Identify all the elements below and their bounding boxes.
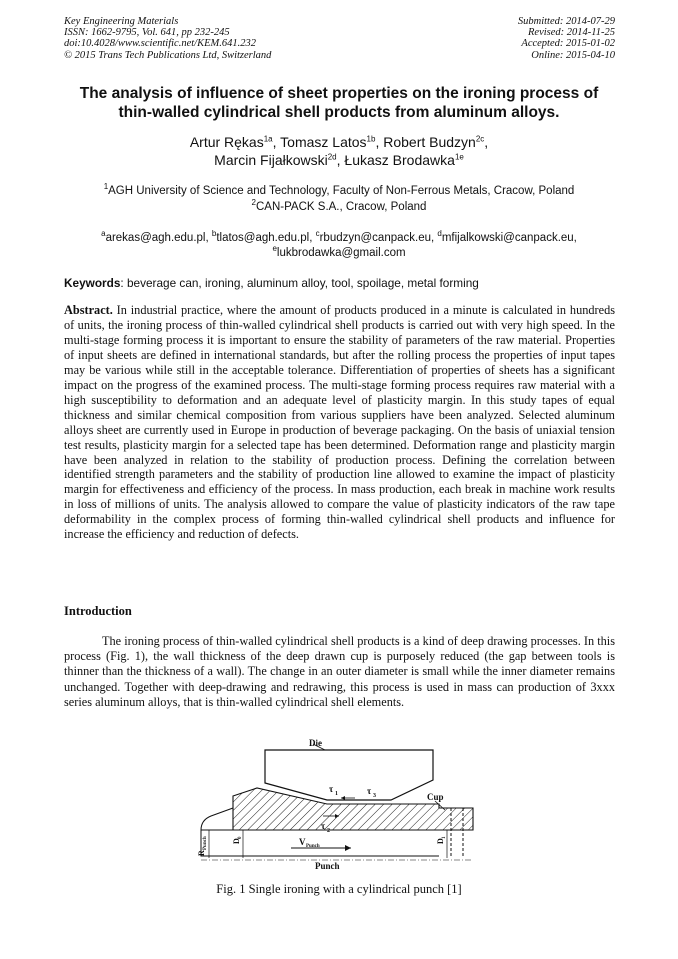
v-punch-label: V xyxy=(299,837,306,847)
d0-subscript: 0 xyxy=(238,836,243,839)
author-name: Artur Rękas xyxy=(189,134,264,150)
journal-name: Key Engineering Materials xyxy=(64,16,179,27)
author-name: Marcin Fijałkowski xyxy=(214,152,328,168)
v-punch-subscript: Punch xyxy=(306,844,320,849)
d1-label: D xyxy=(436,838,445,844)
author-name: Tomasz Latos xyxy=(280,134,367,150)
email-link[interactable]: tlatos@agh.edu.pl, xyxy=(216,232,316,244)
author-separator: , xyxy=(375,134,384,150)
date-revised: Revised: 2014-11-25 xyxy=(528,27,615,39)
affiliation-text: CAN-PACK S.A., Cracow, Poland xyxy=(256,200,427,213)
journal-copyright: © 2015 Trans Tech Publications Ltd, Switzerland xyxy=(64,49,272,61)
paper-title xyxy=(50,84,628,122)
author-line-1 xyxy=(50,133,628,151)
tau1-subscript: 1 xyxy=(335,791,338,797)
journal-issn: ISSN: 1662-9795, Vol. 641, pp 232-245 xyxy=(64,27,230,39)
tau3-subscript: 3 xyxy=(373,793,376,799)
die-shape xyxy=(265,750,433,800)
affiliation-mark: 2 xyxy=(251,197,256,207)
email-link[interactable]: arekas@agh.edu.pl, xyxy=(105,232,212,244)
tau3-label: τ xyxy=(367,786,372,796)
keywords xyxy=(64,276,616,291)
introduction-paragraph: The ironing process of thin-walled cylindrical shell products is a kind of deep drawing processes. In this process (Fig. 1), the wall thickness of the deep drawn cup is purposely reduced (the gap between tools is thinner than the thickness of a wall). The change in an outer diameter is small while the inner diameter remains unchanged. Together with deep-drawing and redrawing, this process is used in mass can production of 3xxx series aluminum alloys, that is thin-walled cylindrical shell elements. xyxy=(64,634,615,709)
figure-ironing-diagram xyxy=(195,738,475,870)
cup-label: Cup xyxy=(427,792,444,802)
date-online: Online: 2015-04-10 xyxy=(531,49,615,61)
r-punch-label: R xyxy=(197,850,206,856)
affiliation xyxy=(50,184,628,200)
author-affiliation-mark: 1a xyxy=(263,134,273,144)
email-list xyxy=(50,231,628,260)
affiliation-mark: 1 xyxy=(103,182,109,192)
tau2-subscript: 2 xyxy=(327,828,330,834)
email-link[interactable]: rbudzyn@canpack.eu, xyxy=(319,232,438,244)
email-mark: b xyxy=(211,229,217,239)
r-punch-subscript: Punch xyxy=(203,836,208,850)
paper-title-line-1: The analysis of influence of sheet properties on the ironing process of xyxy=(79,85,599,102)
section-heading-introduction: Introduction xyxy=(64,604,132,618)
figure-caption: Fig. 1 Single ironing with a cylindrical punch [1] xyxy=(216,882,462,896)
email-mark: d xyxy=(437,229,442,239)
journal-doi: doi:10.4028/www.scientific.net/KEM.641.232 xyxy=(64,38,256,50)
email-line-2 xyxy=(50,243,628,261)
email-mark: e xyxy=(272,243,277,253)
author-affiliation-mark: 2c xyxy=(475,134,485,144)
author-name: Łukasz Brodawka xyxy=(344,152,455,168)
email-link[interactable]: mfijalkowski@canpack.eu, xyxy=(441,232,577,244)
abstract-label: Abstract. xyxy=(64,303,113,317)
author-separator: , xyxy=(484,134,489,150)
abstract xyxy=(64,303,615,542)
author-separator: , xyxy=(272,134,281,150)
d0-label: D xyxy=(232,838,241,844)
author-affiliation-mark: 2d xyxy=(327,152,337,162)
author-affiliation-mark: 1e xyxy=(454,152,464,162)
keywords-text: : beverage can, ironing, aluminum alloy, tool, spoilage, metal forming xyxy=(120,276,479,290)
date-submitted: Submitted: 2014-07-29 xyxy=(517,16,615,27)
author-affiliation-mark: 1b xyxy=(366,134,376,144)
email-mark: a xyxy=(101,229,106,239)
email-line-1 xyxy=(50,231,628,246)
die-label: Die xyxy=(309,738,322,748)
affiliation-list xyxy=(50,184,628,215)
keywords-label: Keywords xyxy=(64,276,121,290)
affiliation-text: AGH University of Science and Technology, Faculty of Non-Ferrous Metals, Cracow, Poland xyxy=(108,185,575,197)
author-line-2 xyxy=(50,151,628,169)
journal-header-left xyxy=(64,16,271,61)
punch-shape xyxy=(201,808,233,830)
email-mark: c xyxy=(315,229,320,239)
journal-header-right xyxy=(518,16,615,61)
punch-label: Punch xyxy=(315,861,340,870)
abstract-text: In industrial practice, where the amount of products produced in a minute is calculated in hundreds of units, the ironing process of thin-walled cylindrical shell products is carried out with very high speed. In the multi-stage forming process it is important to ensure the stability of parameters of the raw material. Properties of input sheets are defined in international standards, but after the rolling process the properties of input tapes may be various while still in the acceptable tolerance. Differentiation of properties of sheets has a significant impact on the progress of the examined process. The multi-stage forming process requires raw material with a high susceptibility to deformation and an adequate level of plasticity margin. In this study tapes of equal thickness and similar chemical composition from various suppliers have been analyzed. Selected aluminum alloys sheet are currently used in Europe in production of beverage packaging. On the basis of uniaxial tension test results, plasticity margin for a selected tape has been determined. Deformation range and plasticity margin have been analyzed in relation to the stability of production process. Defining the correlation between identified strength parameters and the stability of production line allowed to examine the impact of plasticity margin for effectiveness and efficiency of the process. In mass production, each break in machine work results in loss of millions of units. The analysis allowed to compare the value of plasticity indicators of the raw tape deformability in the complex process of forming thin-walled cylindrical shell products and influence for increase the efficiency and reduction of defects. xyxy=(64,303,615,542)
author-list xyxy=(50,133,628,169)
email-link[interactable]: lukbrodawka@gmail.com xyxy=(276,246,406,259)
tau1-label: τ xyxy=(329,784,334,794)
affiliation xyxy=(50,197,628,216)
paper-title-line-2: thin-walled cylindrical shell products from aluminum alloys. xyxy=(118,104,560,121)
author-separator: , xyxy=(336,152,345,168)
author-name: Robert Budzyn xyxy=(383,134,476,150)
date-accepted: Accepted: 2015-01-02 xyxy=(521,38,615,50)
tau2-label: τ xyxy=(321,821,326,831)
d1-subscript: 1 xyxy=(442,836,447,839)
